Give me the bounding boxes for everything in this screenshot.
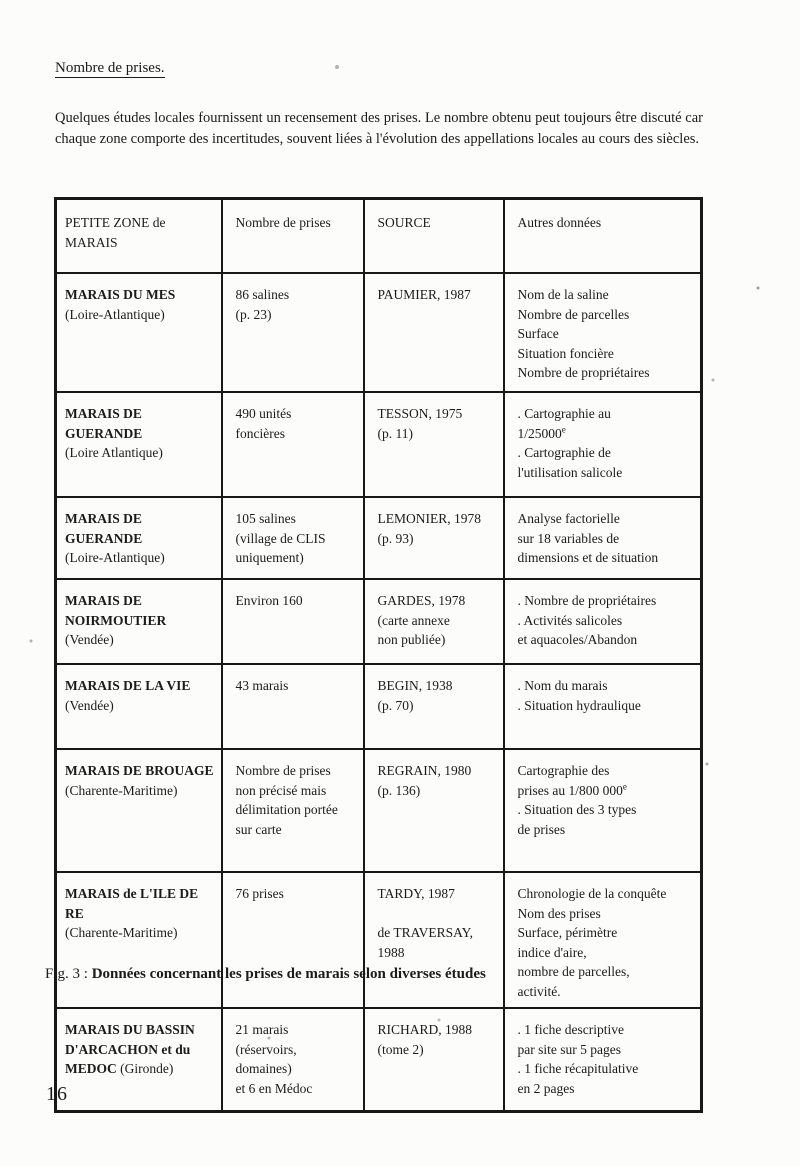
table-row bbox=[56, 273, 702, 392]
prises-cell bbox=[222, 497, 364, 579]
cell-line: Analyse factorielle bbox=[517, 511, 620, 526]
cell-line: . 1 fiche récapitulative bbox=[517, 1061, 639, 1076]
section-title bbox=[55, 60, 165, 77]
prises-cell bbox=[222, 392, 364, 497]
cell-line bbox=[378, 904, 497, 924]
table-row bbox=[56, 579, 702, 664]
cell-line: 76 prises bbox=[235, 886, 284, 901]
cell-line: Surface bbox=[517, 326, 559, 341]
source-cell bbox=[364, 872, 504, 1008]
cell-line: MARAIS DE BROUAGE bbox=[65, 763, 214, 778]
cell-line: . Nom du marais bbox=[517, 678, 608, 693]
table-header-row bbox=[56, 199, 702, 274]
cell-line: (p. 70) bbox=[377, 697, 414, 713]
autres-cell bbox=[504, 579, 702, 664]
source-cell bbox=[364, 1008, 504, 1112]
cell-line: Nom des prises bbox=[517, 905, 601, 921]
cell-line: RICHARD, 1988 bbox=[377, 1022, 473, 1037]
cell-line: Environ 160 bbox=[235, 593, 303, 608]
cell-line: 21 marais bbox=[235, 1022, 289, 1037]
cell-line: MARAIS DE GUERANDE bbox=[65, 406, 143, 441]
cell-line: (p. 11) bbox=[377, 425, 413, 441]
cell-line: et 6 en Médoc bbox=[235, 1080, 313, 1096]
cell-line: (Charente-Maritime) bbox=[65, 782, 178, 798]
cell-line: non précisé mais bbox=[235, 782, 327, 798]
cell-line: Surface, périmètre bbox=[517, 925, 618, 940]
cell-line: BEGIN, 1938 bbox=[377, 678, 453, 693]
cell-line: MEDOC (Gironde) bbox=[65, 1061, 174, 1076]
cell-line: de TRAVERSAY, bbox=[377, 925, 474, 940]
cell-line: MARAIS de L'ILE DE RE bbox=[65, 886, 199, 921]
cell-line: (réservoirs, bbox=[235, 1041, 297, 1057]
source-cell bbox=[364, 579, 504, 664]
cell-line: Nombre de propriétaires bbox=[517, 365, 650, 380]
autres-cell bbox=[504, 497, 702, 579]
cell-line: PAUMIER, 1987 bbox=[377, 287, 471, 302]
cell-line: 105 salines bbox=[235, 511, 296, 526]
source-cell bbox=[364, 497, 504, 579]
prises-cell bbox=[222, 273, 364, 392]
zone-cell bbox=[56, 273, 222, 392]
prises-cell bbox=[222, 1008, 364, 1112]
cell-line: Situation foncière bbox=[517, 345, 614, 361]
cell-line: . Situation des 3 types bbox=[517, 802, 637, 817]
page-number: 16 bbox=[46, 1083, 68, 1105]
table-row bbox=[56, 872, 702, 1008]
zone-cell bbox=[56, 579, 222, 664]
table-body bbox=[56, 273, 702, 1112]
cell-line: . 1 fiche descriptive bbox=[517, 1022, 624, 1037]
cell-line: MARAIS DU MES bbox=[65, 287, 176, 302]
cell-line: nombre de parcelles, bbox=[517, 964, 630, 979]
column-header-zone: PETITE ZONE de MARAIS bbox=[56, 199, 222, 274]
cell-line: (tome 2) bbox=[377, 1041, 424, 1057]
column-header-prises: Nombre de prises bbox=[222, 199, 364, 274]
autres-cell bbox=[504, 392, 702, 497]
cell-line: . Nombre de propriétaires bbox=[517, 593, 657, 608]
cell-line: et aquacoles/Abandon bbox=[517, 632, 638, 647]
autres-cell bbox=[504, 1008, 702, 1112]
zone-cell bbox=[56, 1008, 222, 1112]
cell-line: en 2 pages bbox=[517, 1080, 575, 1096]
cell-line: (Vendée) bbox=[65, 697, 114, 713]
cell-line: activité. bbox=[517, 983, 561, 999]
source-cell bbox=[364, 273, 504, 392]
cell-line: Nombre de parcelles bbox=[517, 306, 630, 322]
cell-line: NOIRMOUTIER bbox=[65, 612, 167, 628]
section-title-text: Nombre de prises. bbox=[55, 60, 165, 76]
cell-line: dimensions et de situation bbox=[517, 550, 659, 565]
prises-cell bbox=[222, 664, 364, 749]
zone-cell bbox=[56, 872, 222, 1008]
cell-line: TESSON, 1975 bbox=[377, 406, 463, 421]
cell-line: . Cartographie de bbox=[517, 445, 611, 460]
figure-caption bbox=[45, 966, 486, 983]
cell-line: MARAIS DE bbox=[65, 593, 142, 608]
cell-line: . Situation hydraulique bbox=[517, 697, 641, 713]
cell-line: 43 marais bbox=[235, 678, 289, 693]
zone-cell bbox=[56, 392, 222, 497]
cell-line: MARAIS DE GUERANDE bbox=[65, 511, 143, 546]
cell-line: 490 unités bbox=[235, 406, 292, 421]
zone-cell bbox=[56, 749, 222, 872]
autres-cell bbox=[504, 273, 702, 392]
cell-line: (village de CLIS bbox=[235, 530, 326, 546]
cell-line: GARDES, 1978 bbox=[377, 593, 466, 608]
cell-line: Chronologie de la conquête bbox=[517, 886, 667, 901]
source-cell bbox=[364, 749, 504, 872]
autres-cell bbox=[504, 749, 702, 872]
cell-line: LEMONIER, 1978 bbox=[377, 511, 481, 526]
cell-line: Cartographie des bbox=[517, 763, 610, 778]
zone-cell bbox=[56, 497, 222, 579]
cell-line: TARDY, 1987 bbox=[377, 886, 455, 901]
cell-line: (Charente-Maritime) bbox=[65, 925, 178, 940]
cell-line: domaines) bbox=[235, 1061, 292, 1076]
cell-line: (p. 23) bbox=[235, 306, 272, 322]
table-row bbox=[56, 664, 702, 749]
cell-line: (Vendée) bbox=[65, 632, 114, 647]
caption-text: Données concernant les prises de marais selon diverses études bbox=[91, 966, 486, 982]
scan-noise bbox=[0, 0, 2, 2]
prises-cell bbox=[222, 872, 364, 1008]
column-header-source: SOURCE bbox=[364, 199, 504, 274]
cell-line: MARAIS DU BASSIN bbox=[65, 1022, 195, 1037]
cell-line: 1/25000e bbox=[517, 424, 566, 441]
intro-paragraph: Quelques études locales fournissent un recensement des prises. Le nombre obtenu peut toujours être discuté car chaque zone comporte des incertitudes, souvent liées à l'évolution des appellations locales au cours des siècles. bbox=[55, 110, 703, 147]
cell-line: Nom de la saline bbox=[517, 287, 609, 302]
table-row bbox=[56, 1008, 702, 1112]
cell-line: REGRAIN, 1980 bbox=[377, 763, 472, 778]
prises-cell bbox=[222, 579, 364, 664]
cell-line: uniquement) bbox=[235, 550, 304, 565]
autres-cell bbox=[504, 664, 702, 749]
caption-prefix: Fig. 3 : bbox=[45, 966, 92, 982]
cell-line: D'ARCACHON et du bbox=[65, 1041, 191, 1057]
zone-cell bbox=[56, 664, 222, 749]
cell-line: délimitation portée bbox=[235, 802, 338, 817]
table-row bbox=[56, 392, 702, 497]
cell-line: 86 salines bbox=[235, 287, 290, 302]
cell-line: prises au 1/800 000e bbox=[517, 781, 627, 798]
cell-line: sur carte bbox=[235, 821, 282, 837]
cell-line: sur 18 variables de bbox=[517, 530, 620, 546]
cell-line: l'utilisation salicole bbox=[517, 464, 623, 480]
cell-line: (p. 93) bbox=[377, 530, 414, 546]
cell-line: de prises bbox=[517, 821, 566, 837]
cell-line: . Cartographie au bbox=[517, 406, 611, 421]
source-cell bbox=[364, 664, 504, 749]
cell-line: foncières bbox=[235, 425, 285, 441]
cell-line: (Loire-Atlantique) bbox=[65, 306, 165, 322]
cell-line: (p. 136) bbox=[377, 782, 421, 798]
table-row bbox=[56, 497, 702, 579]
cell-line: (carte annexe bbox=[377, 612, 450, 628]
source-cell bbox=[364, 392, 504, 497]
cell-line: 1988 bbox=[377, 944, 405, 960]
cell-line: (Loire-Atlantique) bbox=[65, 550, 165, 565]
cell-line: (Loire Atlantique) bbox=[65, 445, 163, 460]
prises-cell bbox=[222, 749, 364, 872]
column-header-autres: Autres données bbox=[504, 199, 702, 274]
cell-line: par site sur 5 pages bbox=[517, 1041, 621, 1057]
cell-line: non publiée) bbox=[377, 632, 446, 647]
cell-line: . Activités salicoles bbox=[517, 612, 623, 628]
cell-line: indice d'aire, bbox=[517, 944, 587, 960]
autres-cell bbox=[504, 872, 702, 1008]
cell-line: Nombre de prises bbox=[235, 763, 331, 778]
cell-line: MARAIS DE LA VIE bbox=[65, 678, 191, 693]
table-row bbox=[56, 749, 702, 872]
